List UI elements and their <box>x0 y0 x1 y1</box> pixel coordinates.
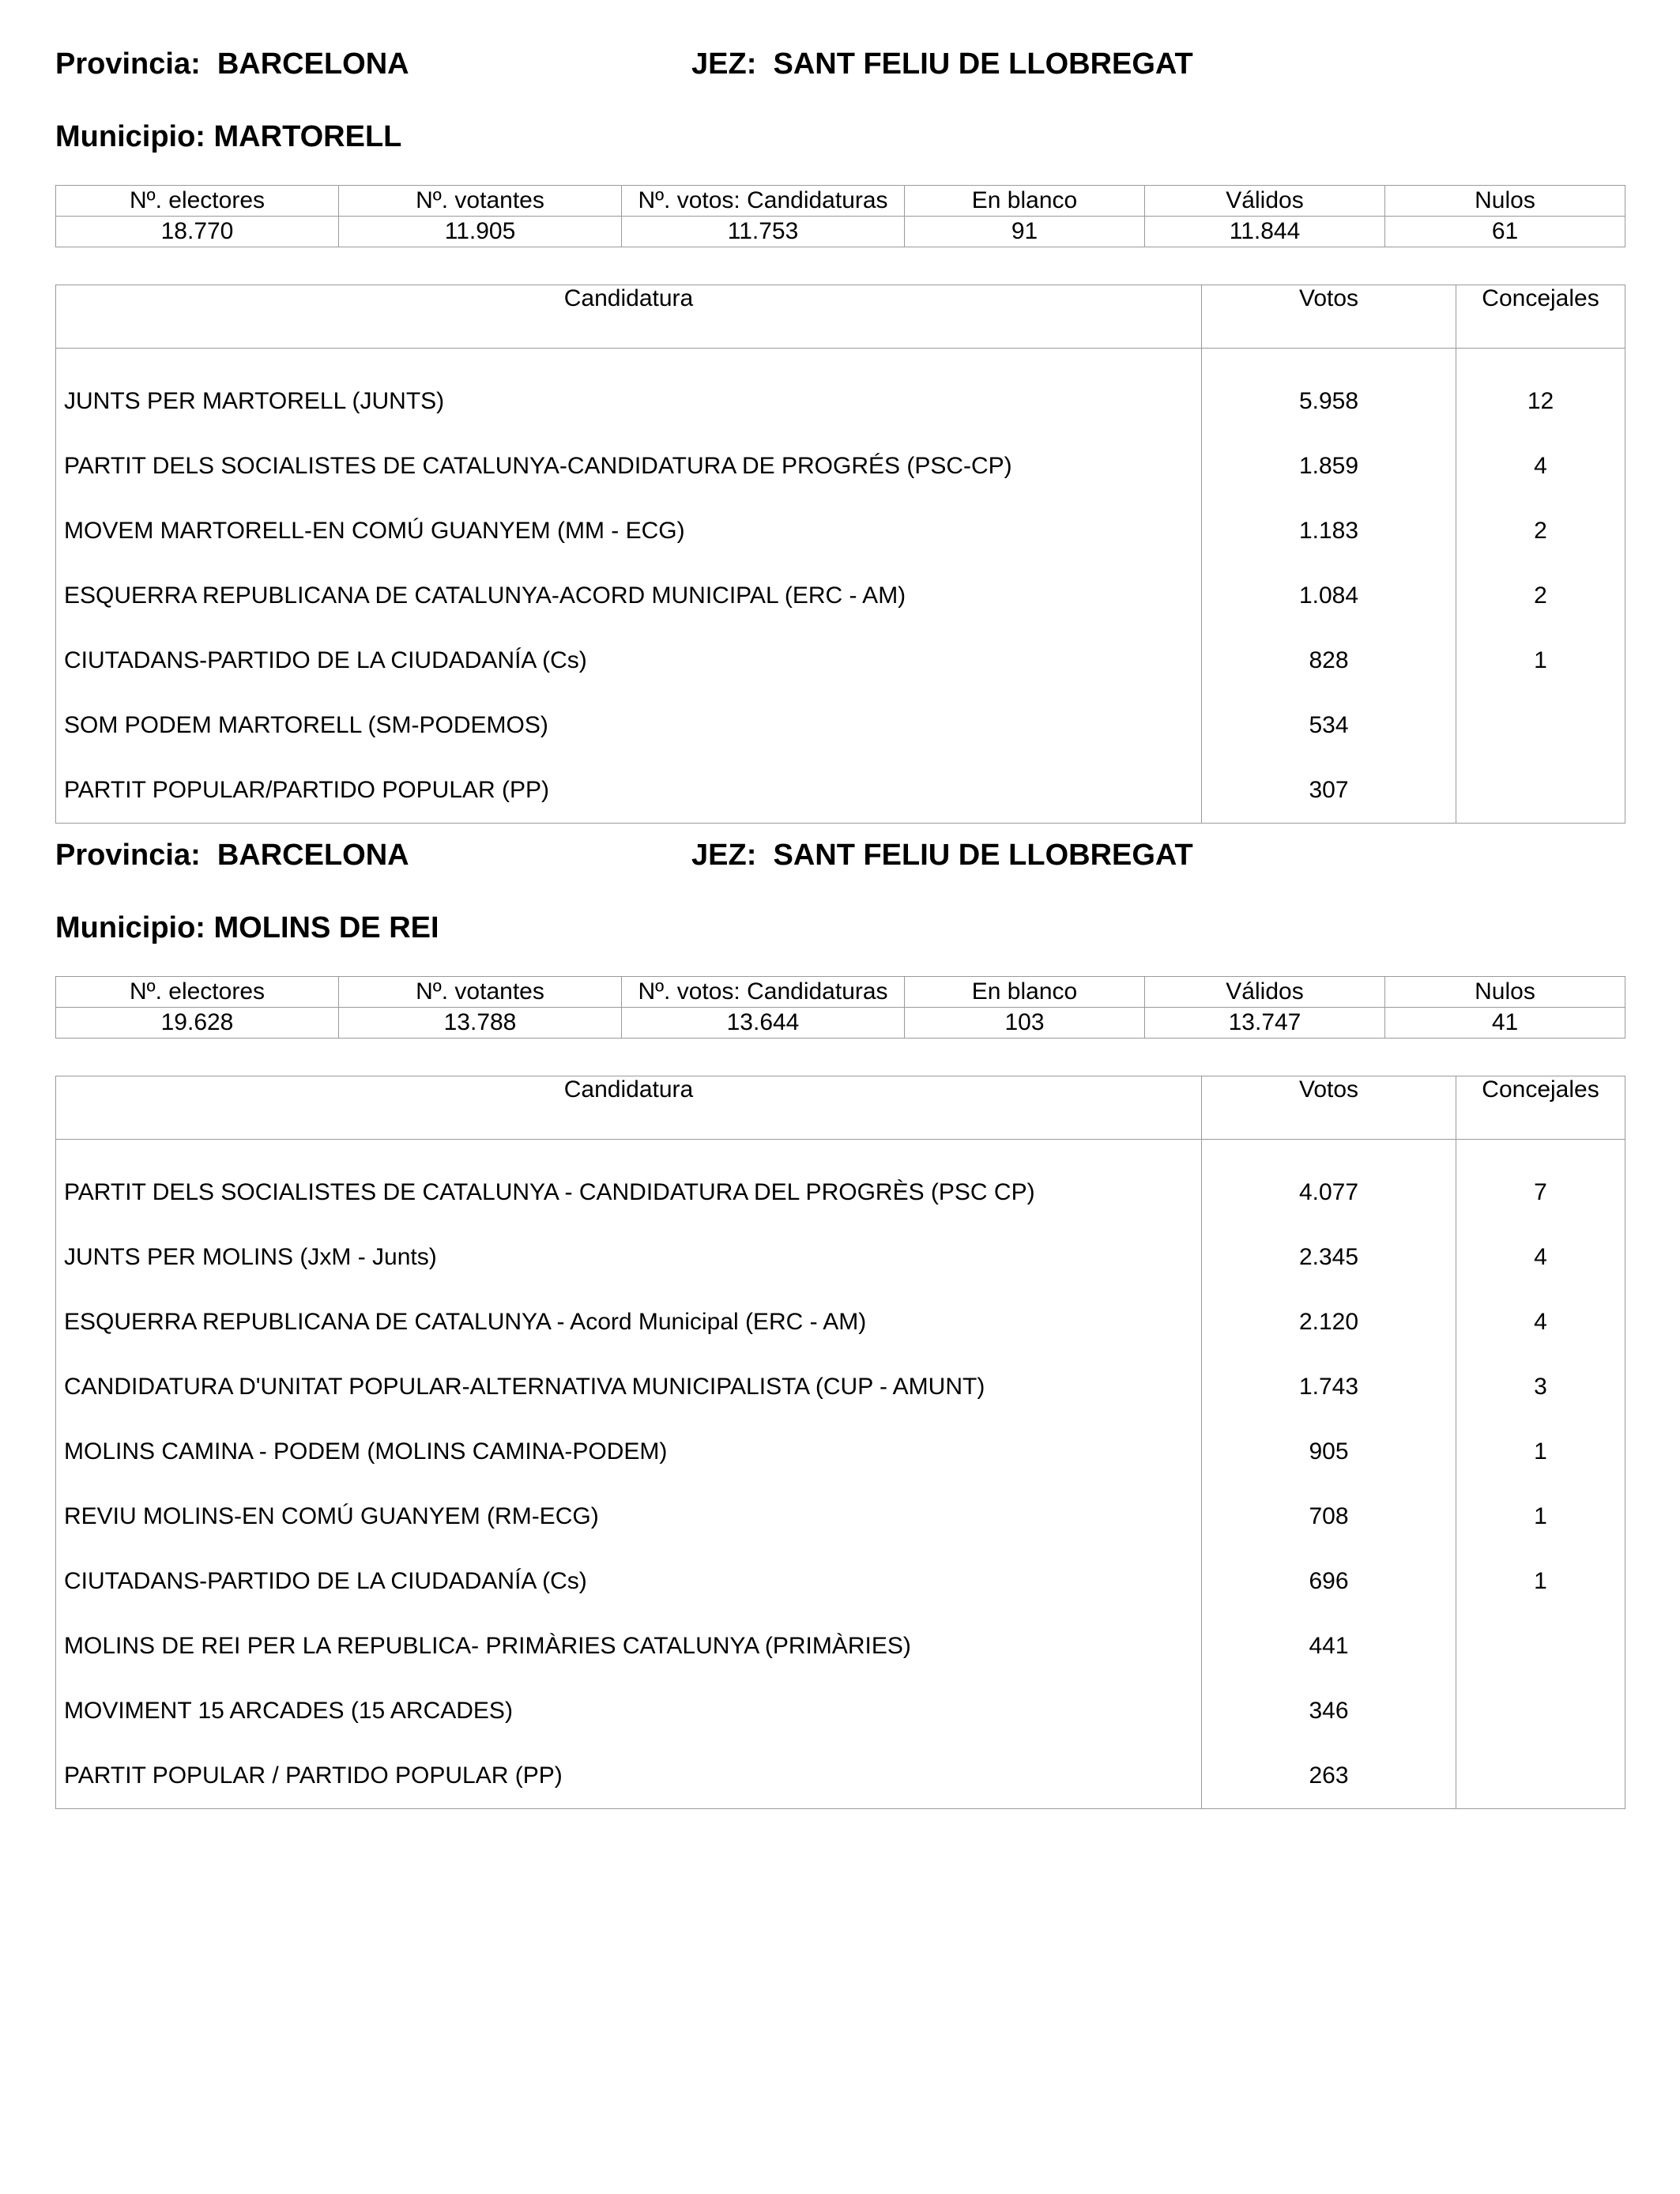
votos-value: 346 <box>1202 1679 1456 1744</box>
provincia-value: BARCELONA <box>217 839 409 872</box>
results-header-votos: Votos <box>1202 1076 1456 1140</box>
table-row <box>56 1549 1625 1614</box>
municipio-heading <box>55 120 401 154</box>
table-row <box>56 758 1625 824</box>
concejales-value: 3 <box>1456 1355 1625 1419</box>
concejales-value: 4 <box>1456 1290 1625 1355</box>
candidatura-name: CIUTADANS-PARTIDO DE LA CIUDADANÍA (Cs) <box>56 1549 1202 1614</box>
table-row <box>56 434 1625 499</box>
results-header-candidatura: Candidatura <box>56 285 1202 349</box>
summary-table <box>55 976 1625 1039</box>
summary-en-blanco: 103 <box>905 1008 1145 1039</box>
results-header-votos: Votos <box>1202 285 1456 349</box>
summary-header-row <box>56 977 1625 1008</box>
results-header-row <box>56 285 1625 349</box>
candidatura-name: MOLINS CAMINA - PODEM (MOLINS CAMINA-PODEM) <box>56 1419 1202 1484</box>
summary-nulos: 61 <box>1385 217 1625 247</box>
concejales-value: 4 <box>1456 434 1625 499</box>
summary-header-votantes: Nº. votantes <box>339 977 622 1008</box>
votos-value: 2.120 <box>1202 1290 1456 1355</box>
provincia-heading <box>55 47 409 81</box>
votos-value: 4.077 <box>1202 1140 1456 1226</box>
table-row <box>56 1484 1625 1549</box>
jez-heading <box>691 839 1193 873</box>
table-row <box>56 1744 1625 1809</box>
concejales-value: 1 <box>1456 1549 1625 1614</box>
summary-validos: 11.844 <box>1145 217 1385 247</box>
jez-heading <box>691 47 1193 81</box>
table-row <box>56 1290 1625 1355</box>
results-table <box>55 1076 1625 1809</box>
results-header-candidatura: Candidatura <box>56 1076 1202 1140</box>
summary-header-row <box>56 186 1625 217</box>
concejales-value <box>1456 1679 1625 1744</box>
candidatura-name: REVIU MOLINS-EN COMÚ GUANYEM (RM-ECG) <box>56 1484 1202 1549</box>
concejales-value: 7 <box>1456 1140 1625 1226</box>
candidatura-name: PARTIT POPULAR / PARTIDO POPULAR (PP) <box>56 1744 1202 1809</box>
candidatura-name: PARTIT POPULAR/PARTIDO POPULAR (PP) <box>56 758 1202 824</box>
table-row <box>56 1614 1625 1679</box>
table-row <box>56 1355 1625 1419</box>
summary-value-row <box>56 217 1625 247</box>
table-row <box>56 564 1625 628</box>
concejales-value: 1 <box>1456 628 1625 693</box>
votos-value: 708 <box>1202 1484 1456 1549</box>
votos-value: 1.743 <box>1202 1355 1456 1419</box>
votos-value: 441 <box>1202 1614 1456 1679</box>
candidatura-name: MOVIMENT 15 ARCADES (15 ARCADES) <box>56 1679 1202 1744</box>
jez-label: JEZ: <box>691 839 774 872</box>
summary-header-votantes: Nº. votantes <box>339 186 622 217</box>
table-row <box>56 349 1625 435</box>
votos-value: 696 <box>1202 1549 1456 1614</box>
votos-value: 828 <box>1202 628 1456 693</box>
table-row <box>56 1225 1625 1290</box>
votos-value: 5.958 <box>1202 349 1456 435</box>
votos-value: 534 <box>1202 693 1456 758</box>
table-row <box>56 1419 1625 1484</box>
concejales-value: 2 <box>1456 499 1625 564</box>
results-header-concejales: Concejales <box>1456 285 1625 349</box>
candidatura-name: SOM PODEM MARTORELL (SM-PODEMOS) <box>56 693 1202 758</box>
municipio-label: Municipio: <box>55 120 214 153</box>
results-table <box>55 285 1625 824</box>
municipio-value: MARTORELL <box>213 120 402 153</box>
candidatura-name: JUNTS PER MARTORELL (JUNTS) <box>56 349 1202 435</box>
votos-value: 307 <box>1202 758 1456 824</box>
summary-header-nulos: Nulos <box>1385 977 1625 1008</box>
results-header-row <box>56 1076 1625 1140</box>
concejales-value: 4 <box>1456 1225 1625 1290</box>
summary-electores: 18.770 <box>56 217 339 247</box>
summary-header-electores: Nº. electores <box>56 977 339 1008</box>
summary-header-electores: Nº. electores <box>56 186 339 217</box>
municipio-label: Municipio: <box>55 911 214 944</box>
summary-validos: 13.747 <box>1145 1008 1385 1039</box>
concejales-value <box>1456 1744 1625 1809</box>
votos-value: 1.084 <box>1202 564 1456 628</box>
summary-header-validos: Válidos <box>1145 977 1385 1008</box>
summary-table <box>55 185 1625 247</box>
candidatura-name: ESQUERRA REPUBLICANA DE CATALUNYA-ACORD MUNICIPAL (ERC - AM) <box>56 564 1202 628</box>
candidatura-name: CIUTADANS-PARTIDO DE LA CIUDADANÍA (Cs) <box>56 628 1202 693</box>
summary-header-nulos: Nulos <box>1385 186 1625 217</box>
provincia-value: BARCELONA <box>217 47 409 81</box>
candidatura-name: JUNTS PER MOLINS (JxM - Junts) <box>56 1225 1202 1290</box>
summary-en-blanco: 91 <box>905 217 1145 247</box>
summary-votos-candidaturas: 11.753 <box>622 217 905 247</box>
summary-header-en-blanco: En blanco <box>905 186 1145 217</box>
concejales-value <box>1456 758 1625 824</box>
candidatura-name: PARTIT DELS SOCIALISTES DE CATALUNYA-CANDIDATURA DE PROGRÉS (PSC-CP) <box>56 434 1202 499</box>
jez-label: JEZ: <box>691 47 774 81</box>
provincia-label: Provincia: <box>55 47 217 81</box>
candidatura-name: PARTIT DELS SOCIALISTES DE CATALUNYA - CANDIDATURA DEL PROGRÈS (PSC CP) <box>56 1140 1202 1226</box>
votos-value: 905 <box>1202 1419 1456 1484</box>
table-row <box>56 628 1625 693</box>
jez-value: SANT FELIU DE LLOBREGAT <box>773 839 1193 872</box>
municipio-value: MOLINS DE REI <box>213 911 439 944</box>
municipio-heading <box>55 911 439 945</box>
summary-header-validos: Válidos <box>1145 186 1385 217</box>
summary-votantes: 13.788 <box>339 1008 622 1039</box>
summary-votos-candidaturas: 13.644 <box>622 1008 905 1039</box>
concejales-value <box>1456 693 1625 758</box>
candidatura-name: ESQUERRA REPUBLICANA DE CATALUNYA - Acord Municipal (ERC - AM) <box>56 1290 1202 1355</box>
table-row <box>56 499 1625 564</box>
candidatura-name: MOLINS DE REI PER LA REPUBLICA- PRIMÀRIES CATALUNYA (PRIMÀRIES) <box>56 1614 1202 1679</box>
summary-value-row <box>56 1008 1625 1039</box>
concejales-value: 1 <box>1456 1484 1625 1549</box>
summary-header-votos-candidaturas: Nº. votos: Candidaturas <box>622 186 905 217</box>
candidatura-name: CANDIDATURA D'UNITAT POPULAR-ALTERNATIVA MUNICIPALISTA (CUP - AMUNT) <box>56 1355 1202 1419</box>
concejales-value: 1 <box>1456 1419 1625 1484</box>
summary-header-votos-candidaturas: Nº. votos: Candidaturas <box>622 977 905 1008</box>
summary-nulos: 41 <box>1385 1008 1625 1039</box>
summary-header-en-blanco: En blanco <box>905 977 1145 1008</box>
provincia-label: Provincia: <box>55 839 217 872</box>
summary-electores: 19.628 <box>56 1008 339 1039</box>
votos-value: 263 <box>1202 1744 1456 1809</box>
candidatura-name: MOVEM MARTORELL-EN COMÚ GUANYEM (MM - ECG) <box>56 499 1202 564</box>
summary-votantes: 11.905 <box>339 217 622 247</box>
concejales-value: 12 <box>1456 349 1625 435</box>
table-row <box>56 1679 1625 1744</box>
provincia-heading <box>55 839 409 873</box>
jez-value: SANT FELIU DE LLOBREGAT <box>773 47 1193 81</box>
results-header-concejales: Concejales <box>1456 1076 1625 1140</box>
concejales-value: 2 <box>1456 564 1625 628</box>
concejales-value <box>1456 1614 1625 1679</box>
votos-value: 1.859 <box>1202 434 1456 499</box>
votos-value: 2.345 <box>1202 1225 1456 1290</box>
votos-value: 1.183 <box>1202 499 1456 564</box>
table-row <box>56 693 1625 758</box>
table-row <box>56 1140 1625 1226</box>
